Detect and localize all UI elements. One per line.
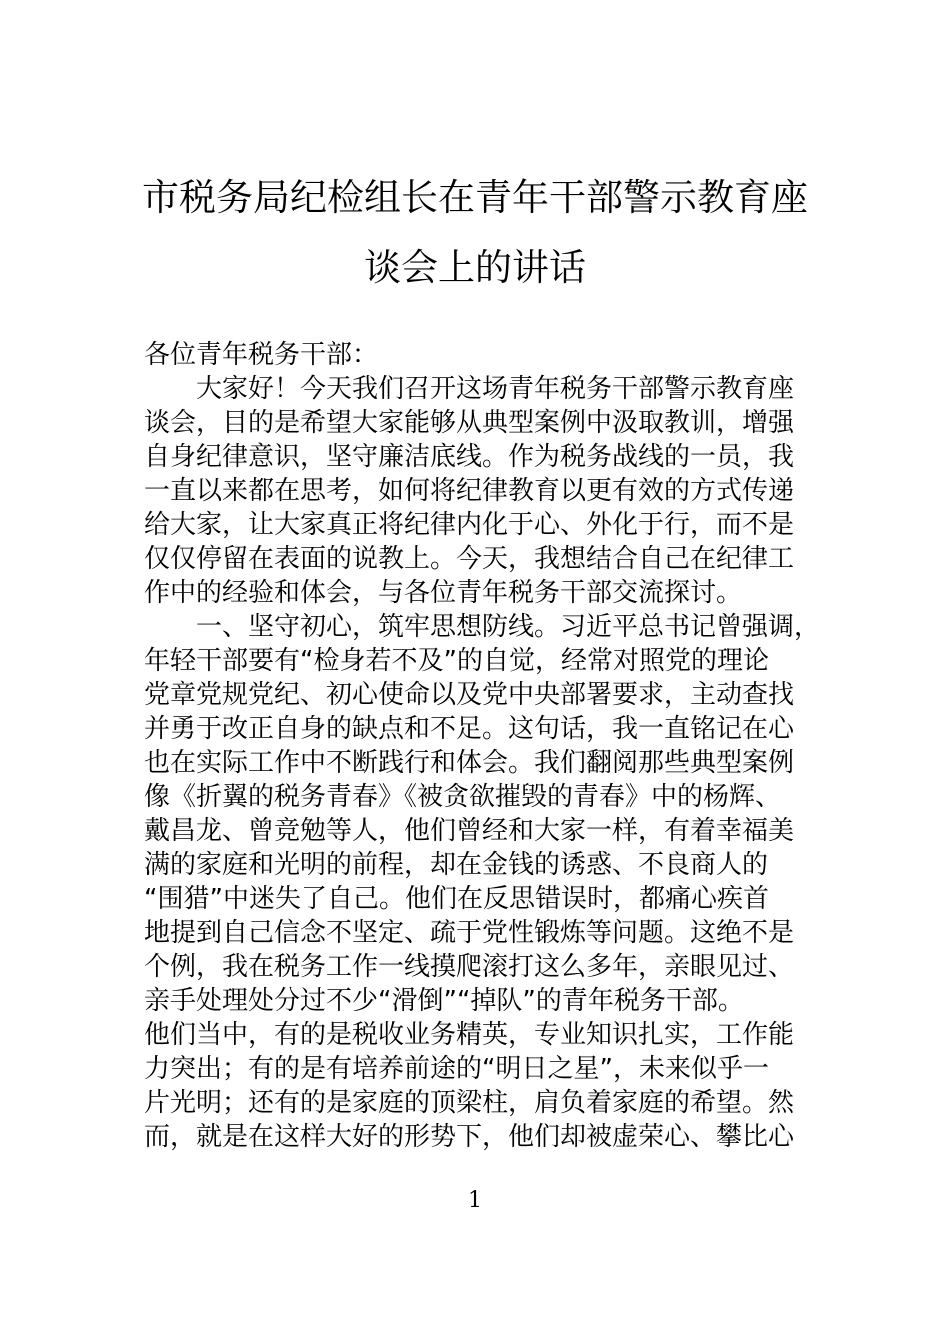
body-line: 并勇于改正自身的缺点和不足。这句话，我一直铭记在心 bbox=[144, 714, 795, 744]
body-line: 他们当中，有的是税收业务精英，专业知识扎实，工作能 bbox=[144, 1020, 795, 1050]
body-line: 党章党规党纪、初心使命以及党中央部署要求，主动查找 bbox=[144, 680, 795, 710]
body-line: 亲手处理处分过不少“滑倒”“掉队”的青年税务干部。 bbox=[144, 986, 744, 1016]
body-line: 给大家，让大家真正将纪律内化于心、外化于行，而不是 bbox=[144, 510, 795, 540]
body-line: 像《折翼的税务青春》《被贪欲摧毁的青春》中的杨辉、 bbox=[144, 782, 782, 812]
document-title-line-1: 市税务局纪检组长在青年干部警示教育座 bbox=[142, 176, 808, 219]
body-line: 个例，我在税务工作一线摸爬滚打这么多年，亲眼见过、 bbox=[144, 952, 795, 982]
body-line: 而，就是在这样大好的形势下，他们却被虚荣心、攀比心 bbox=[144, 1122, 795, 1152]
body-line: 自身纪律意识，坚守廉洁底线。作为税务战线的一员，我 bbox=[144, 442, 795, 472]
body-line: 戴昌龙、曾竞勉等人，他们曾经和大家一样，有着幸福美 bbox=[144, 816, 795, 846]
body-line: 片光明；还有的是家庭的顶梁柱，肩负着家庭的希望。然 bbox=[144, 1088, 795, 1118]
body-line: 地提到自己信念不坚定、疏于党性锻炼等问题。这绝不是 bbox=[144, 918, 795, 948]
body-line: 大家好！今天我们召开这场青年税务干部警示教育座 bbox=[196, 374, 795, 404]
body-line: “围猎”中迷失了自己。他们在反思错误时，都痛心疾首 bbox=[144, 884, 769, 914]
page-number: 1 bbox=[468, 1188, 482, 1213]
document-title-line-2: 谈会上的讲话 bbox=[364, 246, 586, 289]
body-line: 年轻干部要有“检身若不及”的自觉，经常对照党的理论 bbox=[144, 646, 769, 676]
body-line: 作中的经验和体会，与各位青年税务干部交流探讨。 bbox=[144, 578, 743, 608]
body-line: 满的家庭和光明的前程，却在金钱的诱惑、不良商人的 bbox=[144, 850, 769, 880]
body-line: 谈会，目的是希望大家能够从典型案例中汲取教训，增强 bbox=[144, 408, 795, 438]
body-line: 一、坚守初心，筑牢思想防线。习近平总书记曾强调， bbox=[196, 612, 821, 642]
body-line: 仅仅停留在表面的说教上。今天，我想结合自己在纪律工 bbox=[144, 544, 795, 574]
salutation: 各位青年税务干部： bbox=[144, 340, 379, 370]
body-line: 也在实际工作中不断践行和体会。我们翻阅那些典型案例 bbox=[144, 748, 795, 778]
body-line: 一直以来都在思考，如何将纪律教育以更有效的方式传递 bbox=[144, 476, 795, 506]
body-line: 力突出；有的是有培养前途的“明日之星”，未来似乎一 bbox=[144, 1054, 769, 1084]
